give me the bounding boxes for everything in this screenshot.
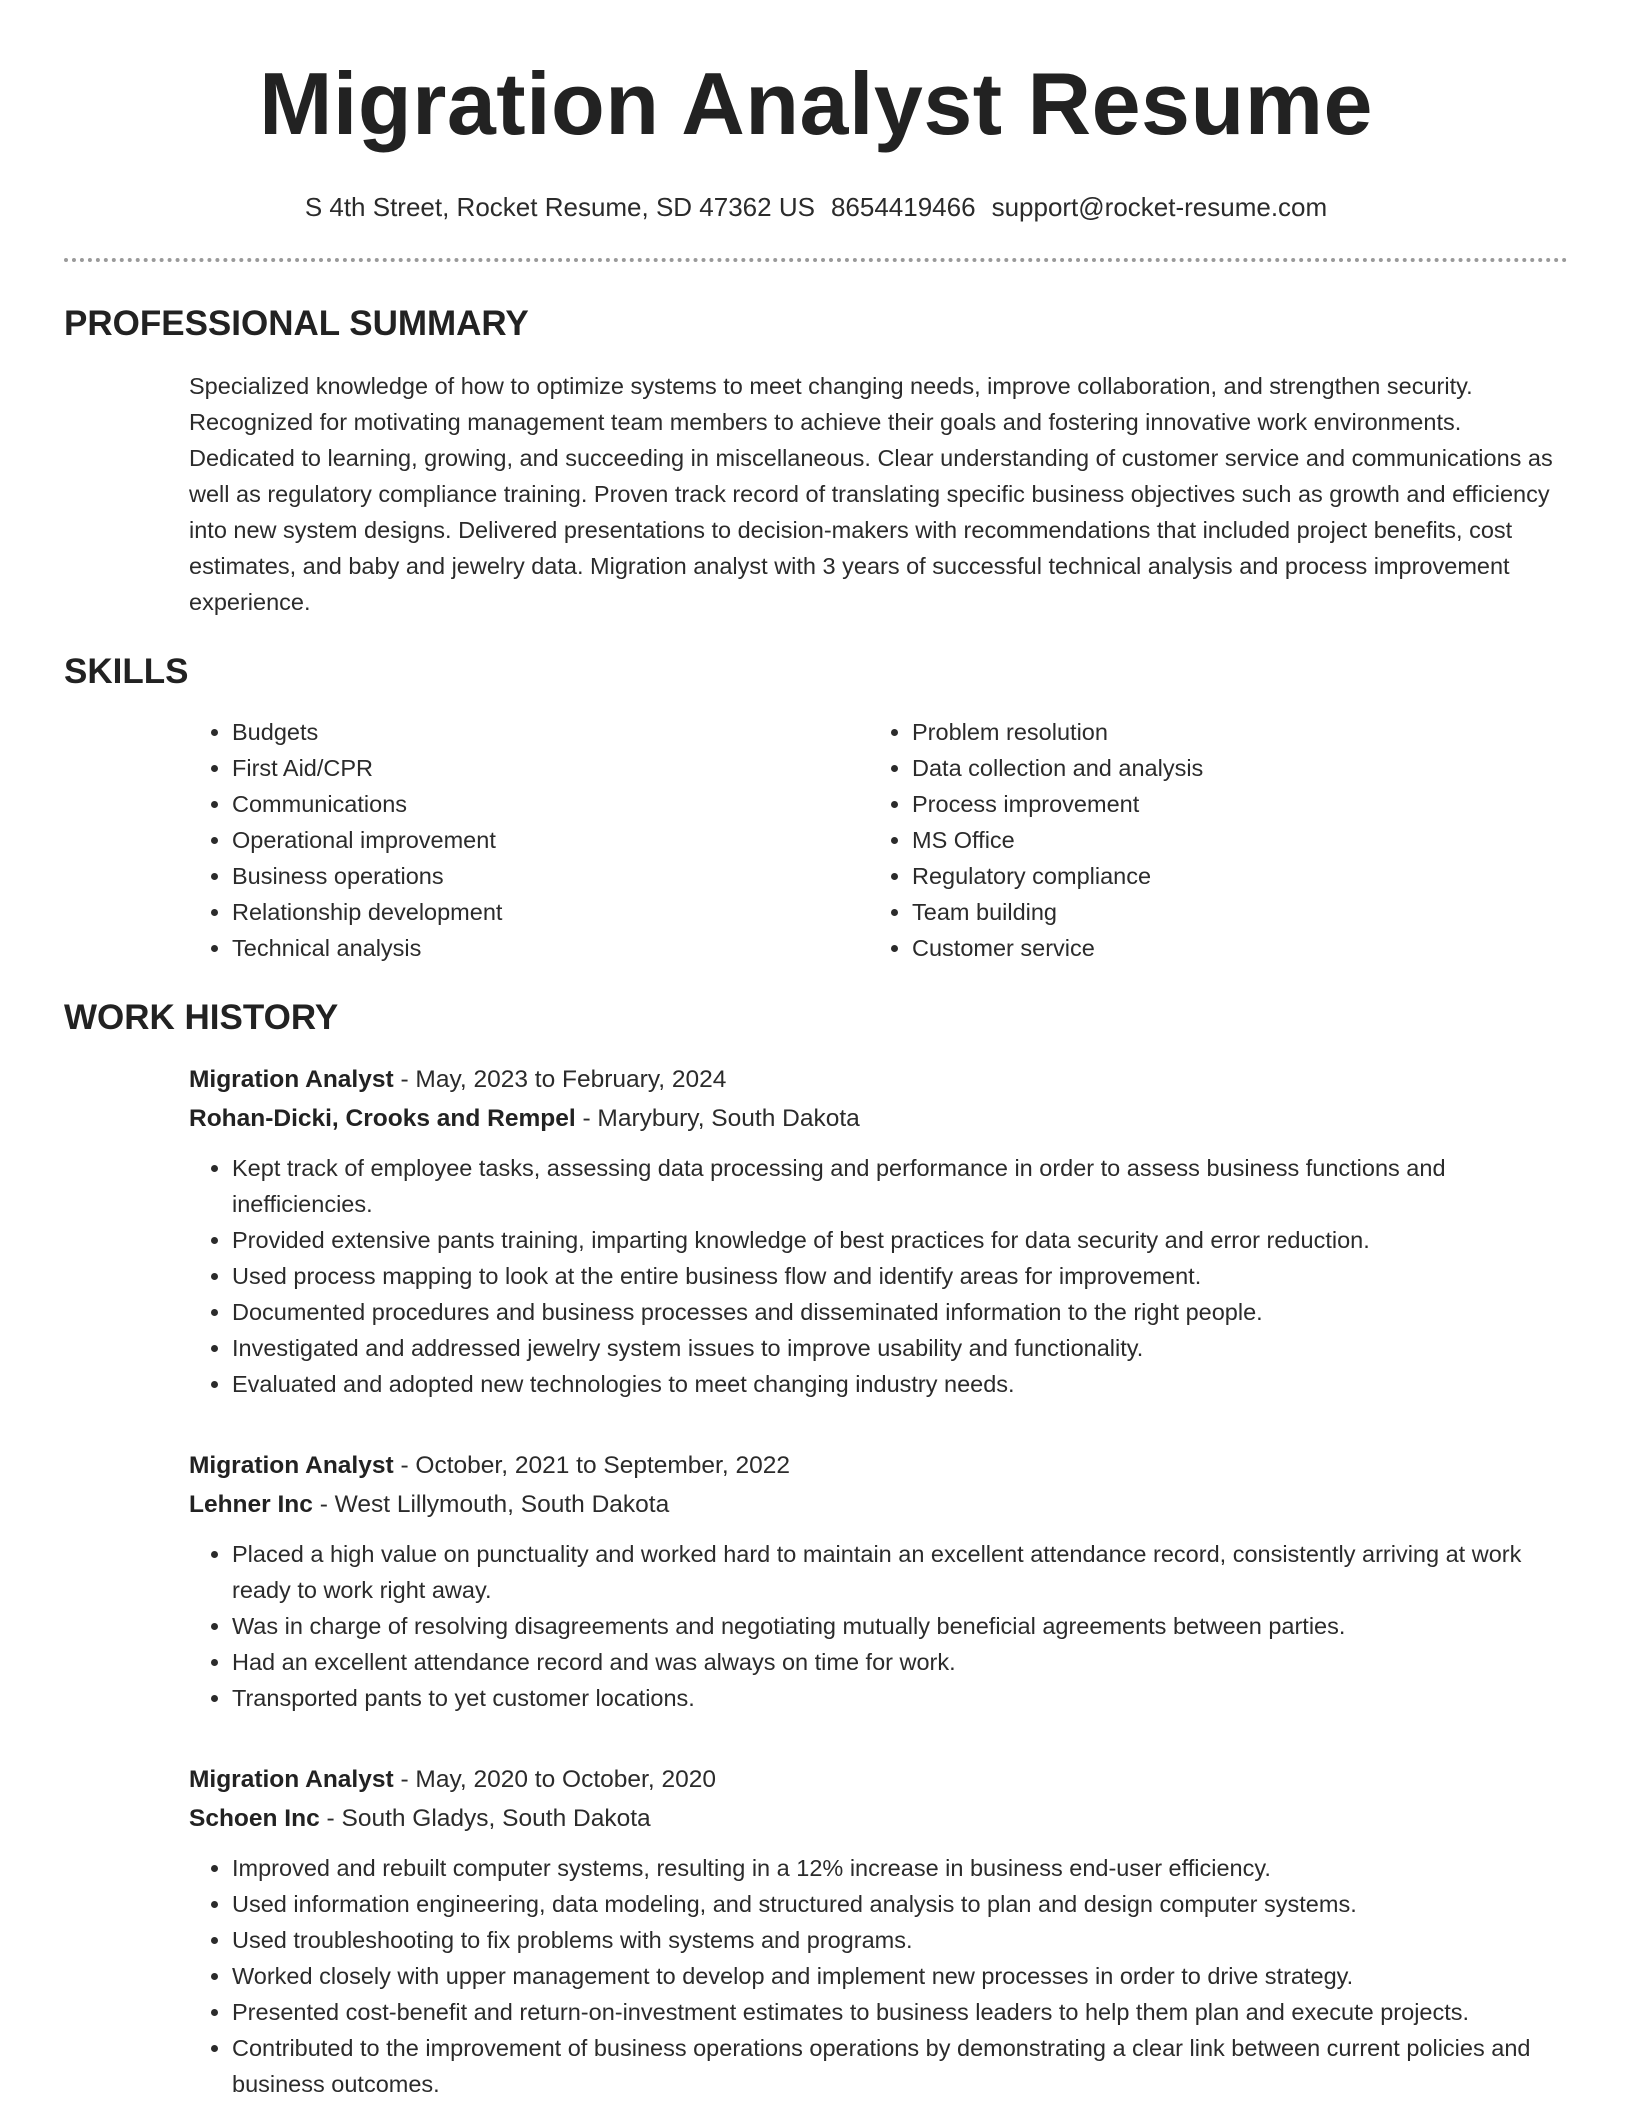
job-bullet: • Worked closely with upper management to develop and implement new processes in order to drive strategy. [232,1958,1568,1994]
job-bullet: • Had an excellent attendance record and was always on time for work. [232,1644,1568,1680]
skill-item: • Technical analysis [232,930,869,966]
job-company-line [189,1485,1568,1524]
contact-line [64,192,1568,222]
job-bullets [189,1850,1568,2102]
job-company-line [189,1099,1568,1138]
skill-item: • Relationship development [232,894,869,930]
job-company: Lehner Inc [189,1491,313,1518]
job-bullet: • Provided extensive pants training, imparting knowledge of best practices for data security and error reduction. [232,1222,1568,1258]
skills-grid [189,714,1568,966]
skill-item: • Data collection and analysis [912,750,1549,786]
job-bullets [189,1536,1568,1716]
skill-item: • Business operations [232,858,869,894]
job-bullet: • Was in charge of resolving disagreements and negotiating mutually beneficial agreements between parties. [232,1608,1568,1644]
summary-heading: PROFESSIONAL SUMMARY [64,304,529,343]
job-bullet: • Used information engineering, data modeling, and structured analysis to plan and design computer systems. [232,1886,1568,1922]
contact-email[interactable]: support@rocket-resume.com [991,192,1328,222]
job-location: - West Lillymouth, South Dakota [312,1491,670,1518]
contact-phone: 8654419466 [830,192,976,222]
skill-item: • Communications [232,786,869,822]
resume-title: Migration Analyst Resume [259,54,1373,153]
job-role-line [189,1760,1568,1799]
skills-column-right [869,714,1549,966]
job-bullet: • Contributed to the improvement of business operations operations by demonstrating a clear link between current policies and business outcomes. [232,2030,1568,2102]
skills-column-left [189,714,869,966]
summary-section [64,304,1568,620]
job-entry [189,1446,1568,1716]
skill-item: • Regulatory compliance [912,858,1549,894]
job-location: - South Gladys, South Dakota [319,1805,651,1832]
job-bullet: • Presented cost-benefit and return-on-investment estimates to business leaders to help them plan and execute projects. [232,1994,1568,2030]
job-dates: - May, 2023 to February, 2024 [393,1066,727,1093]
contact-address: S 4th Street, Rocket Resume, SD 47362 US [304,192,815,222]
job-company: Schoen Inc [189,1805,320,1832]
skill-item: • Process improvement [912,786,1549,822]
skill-item: • Operational improvement [232,822,869,858]
job-role-line [189,1446,1568,1485]
job-role: Migration Analyst [189,1766,394,1793]
job-role: Migration Analyst [189,1452,394,1479]
skill-item: • Customer service [912,930,1549,966]
header-divider [64,258,1568,262]
job-role-line [189,1060,1568,1099]
job-dates: - October, 2021 to September, 2022 [393,1452,790,1479]
job-company-line [189,1799,1568,1838]
job-bullet: • Placed a high value on punctuality and worked hard to maintain an excellent attendance record, consistently arriving at work ready to work right away. [232,1536,1568,1608]
skills-section [64,652,1568,966]
work-history-section [64,998,1568,2102]
skills-heading: SKILLS [64,652,189,691]
work-history-heading: WORK HISTORY [64,998,339,1037]
skill-item: • Team building [912,894,1549,930]
resume-header [64,0,1568,222]
skill-item: • MS Office [912,822,1549,858]
job-company: Rohan-Dicki, Crooks and Rempel [189,1105,576,1132]
skill-item: • Problem resolution [912,714,1549,750]
job-bullet: • Transported pants to yet customer locations. [232,1680,1568,1716]
job-bullet: • Improved and rebuilt computer systems, resulting in a 12% increase in business end-user efficiency. [232,1850,1568,1886]
job-location: - Marybury, South Dakota [575,1105,860,1132]
job-dates: - May, 2020 to October, 2020 [393,1766,716,1793]
job-bullet: • Used process mapping to look at the entire business flow and identify areas for improvement. [232,1258,1568,1294]
summary-text: Specialized knowledge of how to optimize systems to meet changing needs, improve collaboration, and strengthen security. Recognized for motivating management team members to achieve their goals and fostering innovative work environments. Dedicated to learning, growing, and succeeding in miscellaneous. Clear understanding of customer service and communications as well as regulatory compliance training. Proven track record of translating specific business objectives such as growth and efficiency into new system designs. Delivered presentations to decision-makers with recommendations that included project benefits, cost estimates, and baby and jewelry data. Migration analyst with 3 years of successful technical analysis and process improvement experience. [189,373,1553,615]
job-role: Migration Analyst [189,1066,394,1093]
job-entry [189,1760,1568,2102]
job-bullet: • Investigated and addressed jewelry system issues to improve usability and functionality. [232,1330,1568,1366]
job-bullet: • Documented procedures and business processes and disseminated information to the right people. [232,1294,1568,1330]
job-bullet: • Used troubleshooting to fix problems with systems and programs. [232,1922,1568,1958]
job-bullet: • Evaluated and adopted new technologies to meet changing industry needs. [232,1366,1568,1402]
skill-item: • First Aid/CPR [232,750,869,786]
skill-item: • Budgets [232,714,869,750]
job-entry [189,1060,1568,1402]
job-bullet: • Kept track of employee tasks, assessing data processing and performance in order to assess business functions and inefficiencies. [232,1150,1568,1222]
job-bullets [189,1150,1568,1402]
